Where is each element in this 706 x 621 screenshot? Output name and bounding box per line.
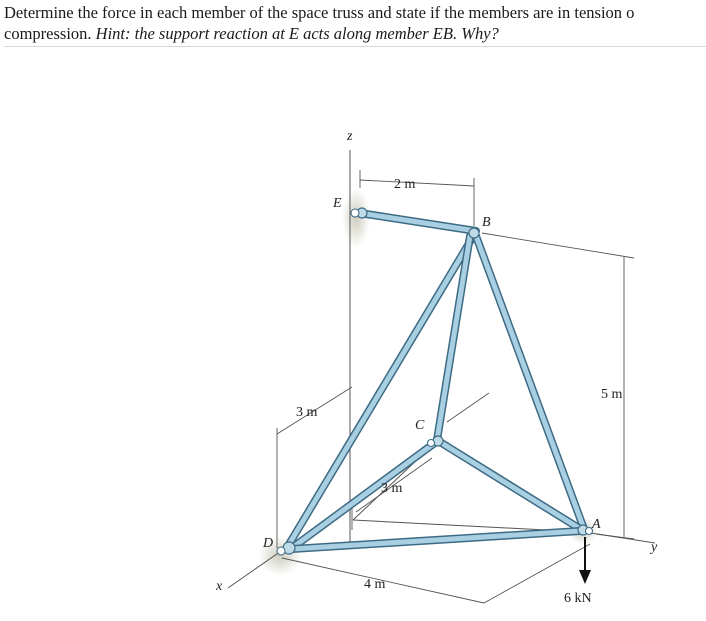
dim-5m-ext-top <box>482 233 634 258</box>
member-ba <box>476 236 584 529</box>
axis-label-x: x <box>216 579 223 594</box>
truss-members <box>288 214 584 549</box>
problem-hint: Hint: the support reaction at E acts along member EB. Why? <box>95 24 499 43</box>
dim-label-5m: 5 m <box>601 387 623 402</box>
dim-c-extension <box>447 393 489 422</box>
axis-label-z: z <box>347 129 353 144</box>
dim-label-3m-center: 3 m <box>381 481 403 496</box>
problem-line-2-text: compression. <box>4 24 96 43</box>
member-cd <box>292 442 436 548</box>
dim-label-4m: 4 m <box>364 577 386 592</box>
support-d-ball <box>277 547 285 555</box>
problem-line-1: Determine the force in each member of the space truss and state if the members are in tension o <box>4 3 635 22</box>
support-e-ball <box>351 209 359 217</box>
dim-2m-line <box>360 180 474 186</box>
member-da <box>292 531 580 549</box>
point-label-a: A <box>592 517 601 532</box>
load-label: 6 kN <box>564 591 592 606</box>
member-eb <box>366 214 476 231</box>
point-label-d: D <box>263 536 274 551</box>
point-label-c: C <box>415 418 425 433</box>
dim-5m-ext-bottom <box>596 534 634 539</box>
joint-b <box>469 228 479 238</box>
dim-label-3m-left: 3 m <box>296 405 318 420</box>
support-c-ball <box>428 440 435 447</box>
point-label-b: B <box>482 215 491 230</box>
dim-label-2m: 2 m <box>394 177 416 192</box>
axis-label-y: y <box>651 540 658 555</box>
point-label-e: E <box>333 196 342 211</box>
